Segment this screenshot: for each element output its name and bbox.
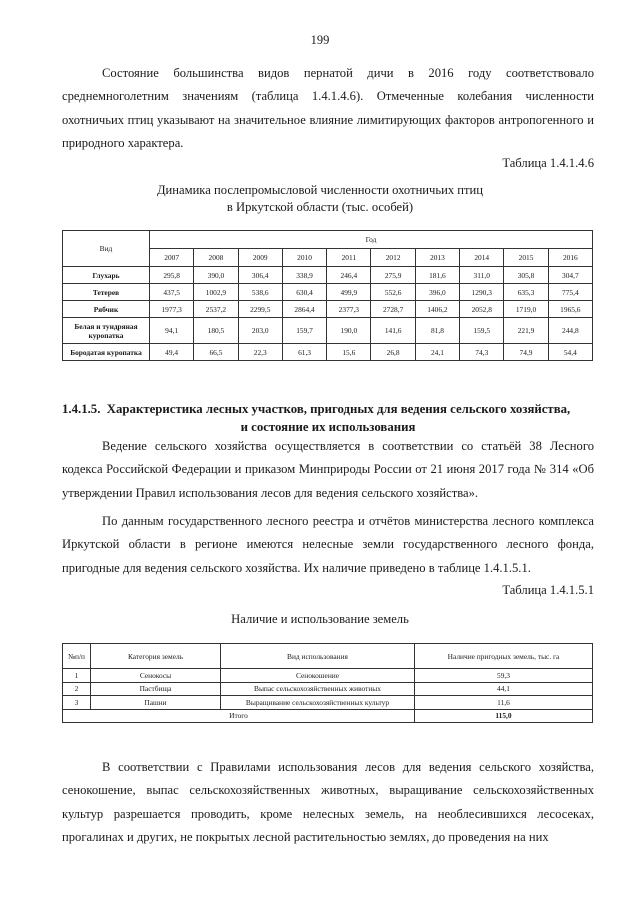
final-paragraph: В соответствии с Правилами использования лесов для ведения сельского хозяйства, сенокошение, выпас сельскохозяйственных животных, выращивание сельскохозяйственных культур разрешается проводить, кроме нелесных земель, на необлесившихся лесосеках, прогалинах и других, не покрытых лесной растительностью землях, до проведения на них	[62, 760, 594, 844]
table1-row	[63, 301, 593, 318]
population-value: 74,9	[504, 344, 548, 361]
table1-row	[63, 267, 593, 284]
population-value: 61,3	[282, 344, 326, 361]
species-name: Тетерев	[63, 284, 150, 301]
population-value: 304,7	[548, 267, 592, 284]
table1-row	[63, 318, 593, 344]
population-value: 390,0	[194, 267, 238, 284]
table2-total-row	[63, 709, 593, 723]
legal-paragraph: Ведение сельского хозяйства осуществляется в соответствии со статьёй 38 Лесного кодекса Российской Федерации и приказом Минприроды России от 21 июня 2017 года № 314 «Об утверждении Правил использования лесов для ведения сельского хозяйства».	[62, 439, 594, 500]
population-value: 437,5	[150, 284, 194, 301]
table1-year-header: 2012	[371, 249, 415, 267]
section-number: 1.4.1.5.	[62, 402, 101, 416]
table1-year-header: 2015	[504, 249, 548, 267]
section-title-line2: и состояние их использования	[240, 420, 416, 434]
table2-row	[63, 682, 593, 696]
population-value: 2299,5	[238, 301, 282, 318]
table2-title: Наличие и использование земель	[231, 612, 409, 626]
population-value: 2377,3	[327, 301, 371, 318]
table1-year-header: 2011	[327, 249, 371, 267]
species-name: Глухарь	[63, 267, 150, 284]
population-value: 1965,6	[548, 301, 592, 318]
population-value: 1406,2	[415, 301, 459, 318]
population-value: 221,9	[504, 318, 548, 344]
land-category: Пастбища	[91, 682, 221, 696]
population-value: 94,1	[150, 318, 194, 344]
population-value: 1977,3	[150, 301, 194, 318]
population-value: 275,9	[371, 267, 415, 284]
bird-population-table	[62, 230, 593, 361]
table1-title-line1: Динамика послепромысловой численности охотничьих птиц	[156, 183, 484, 197]
species-name: Рябчик	[63, 301, 150, 318]
population-value: 15,6	[327, 344, 371, 361]
table1-body	[63, 267, 593, 361]
population-value: 24,1	[415, 344, 459, 361]
table1-year-header: 2010	[282, 249, 326, 267]
usage-type: Выращивание сельскохозяйственных культур	[221, 696, 415, 710]
land-use-table	[62, 643, 593, 723]
table2-row	[63, 696, 593, 710]
table2-col-category: Категория земель	[91, 644, 221, 669]
page-number: 199	[310, 33, 330, 47]
population-value: 66,5	[194, 344, 238, 361]
table1-year-header: 2007	[150, 249, 194, 267]
table1-title-line2: в Иркутской области (тыс. особей)	[226, 200, 414, 214]
population-value: 181,6	[415, 267, 459, 284]
section-heading	[62, 400, 594, 436]
population-value: 311,0	[460, 267, 504, 284]
population-value: 775,4	[548, 284, 592, 301]
table2-col-num: №п/п	[63, 644, 91, 669]
population-value: 1002,9	[194, 284, 238, 301]
land-area: 11,6	[415, 696, 593, 710]
intro-paragraph: Состояние большинства видов пернатой дичи в 2016 году соответствовало среднемноголетним значениям (таблица 1.4.1.4.6). Отмеченные колебания численности охотничьих птиц указывают на значительное влияние лимитирующих факторов антропогенного и природного характера.	[62, 66, 594, 150]
population-value: 81,8	[415, 318, 459, 344]
population-value: 159,7	[282, 318, 326, 344]
population-value: 2052,8	[460, 301, 504, 318]
population-value: 203,0	[238, 318, 282, 344]
population-value: 295,8	[150, 267, 194, 284]
population-value: 2728,7	[371, 301, 415, 318]
table1-header-row	[63, 231, 593, 249]
table1-row	[63, 284, 593, 301]
population-value: 159,5	[460, 318, 504, 344]
population-value: 22,3	[238, 344, 282, 361]
land-area: 44,1	[415, 682, 593, 696]
population-value: 1719,0	[504, 301, 548, 318]
population-value: 26,8	[371, 344, 415, 361]
row-number: 1	[63, 669, 91, 683]
population-value: 305,8	[504, 267, 548, 284]
species-name: Белая и тундряная куропатка	[63, 318, 150, 344]
table2-col-area: Наличие пригодных земель, тыс. га	[415, 644, 593, 669]
population-value: 635,3	[504, 284, 548, 301]
population-value: 246,4	[327, 267, 371, 284]
population-value: 244,8	[548, 318, 592, 344]
usage-type: Выпас сельскохозяйственных животных	[221, 682, 415, 696]
table2-total-label: Итого	[63, 709, 415, 723]
table2-col-usage: Вид использования	[221, 644, 415, 669]
species-name: Бородатая куропатка	[63, 344, 150, 361]
population-value: 499,9	[327, 284, 371, 301]
population-value: 49,4	[150, 344, 194, 361]
table1-year-header: 2008	[194, 249, 238, 267]
table1-row	[63, 344, 593, 361]
table1-title	[0, 182, 640, 216]
population-value: 141,6	[371, 318, 415, 344]
table1-label: Таблица 1.4.1.4.6	[502, 156, 594, 170]
section-title-line1: Характеристика лесных участков, пригодных для ведения сельского хозяйства,	[106, 402, 571, 416]
population-value: 180,5	[194, 318, 238, 344]
population-value: 338,9	[282, 267, 326, 284]
population-value: 552,6	[371, 284, 415, 301]
row-number: 3	[63, 696, 91, 710]
table1-col-year-group: Год	[150, 231, 593, 249]
table1-year-header: 2009	[238, 249, 282, 267]
table2-header-row	[63, 644, 593, 669]
registry-paragraph: По данным государственного лесного реестра и отчётов министерства лесного комплекса Иркутской области в регионе имеются нелесные земли государственного лесного фонда, пригодные для ведения сельского хозяйства. Их наличие приведено в таблице 1.4.1.5.1.	[62, 514, 594, 575]
population-value: 306,4	[238, 267, 282, 284]
land-category: Сенокосы	[91, 669, 221, 683]
table2-total-value: 115,0	[415, 709, 593, 723]
table2-label: Таблица 1.4.1.5.1	[502, 583, 594, 597]
population-value: 54,4	[548, 344, 592, 361]
table2-body	[63, 669, 593, 710]
population-value: 396,0	[415, 284, 459, 301]
usage-type: Сенокошение	[221, 669, 415, 683]
table1-col-species: Вид	[63, 231, 150, 267]
population-value: 2537,2	[194, 301, 238, 318]
population-value: 190,0	[327, 318, 371, 344]
table1-year-header: 2016	[548, 249, 592, 267]
table1-year-header: 2014	[460, 249, 504, 267]
population-value: 630,4	[282, 284, 326, 301]
population-value: 1290,3	[460, 284, 504, 301]
table1-year-header: 2013	[415, 249, 459, 267]
land-category: Пашни	[91, 696, 221, 710]
land-area: 59,3	[415, 669, 593, 683]
population-value: 538,6	[238, 284, 282, 301]
row-number: 2	[63, 682, 91, 696]
table2-row	[63, 669, 593, 683]
population-value: 74,3	[460, 344, 504, 361]
population-value: 2864,4	[282, 301, 326, 318]
